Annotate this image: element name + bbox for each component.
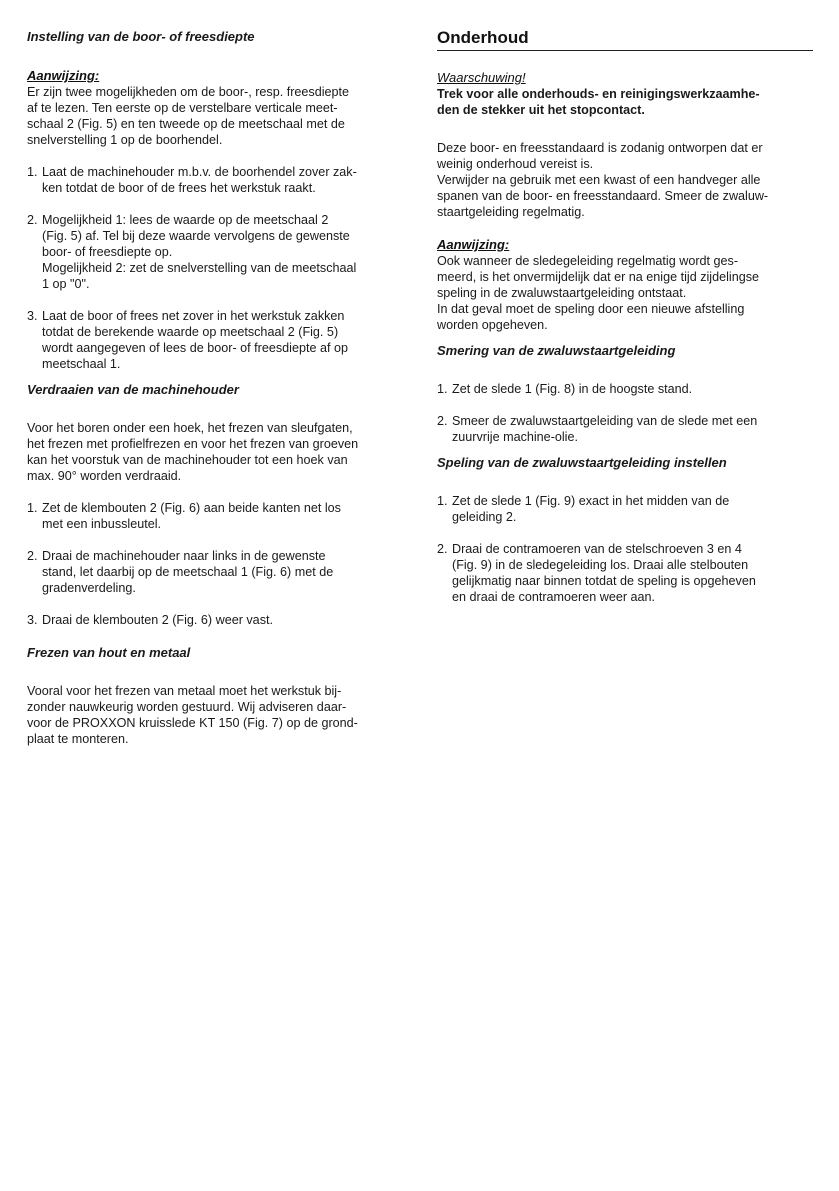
list-item (27, 212, 405, 292)
note-body (27, 84, 405, 148)
text-line: snelverstelling 1 op de boorhendel. (27, 133, 223, 147)
text-line: worden opgeheven. (437, 318, 548, 332)
warning-body (437, 86, 813, 118)
text-line: Voor het boren onder een hoek, het frezen van sleufgaten, (27, 421, 353, 435)
rotate-steps (27, 500, 405, 628)
list-item (437, 413, 813, 445)
list-item (27, 308, 405, 372)
text-line: met een inbussleutel. (42, 517, 162, 531)
text-line: den de stekker uit het stopcontact. (437, 103, 645, 117)
step-number: 3. (27, 613, 38, 627)
note-label: Aanwijzing: (437, 237, 510, 252)
section-title-play: Speling van de zwaluwstaartgeleiding instellen (437, 455, 727, 470)
step-number: 1. (27, 165, 38, 179)
spacer (437, 525, 813, 541)
list-item (27, 500, 405, 532)
rotate-intro (27, 420, 405, 484)
note-body (437, 253, 813, 333)
spacer (437, 397, 813, 413)
list-item (437, 541, 813, 605)
text-line: Mogelijkheid 2: zet de snelverstelling van de meetschaal (42, 261, 357, 275)
text-line: Zet de klembouten 2 (Fig. 6) aan beide kanten net los (42, 501, 341, 515)
section-title-milling: Frezen van hout en metaal (27, 645, 191, 660)
text-line: (Fig. 9) in de sledegeleiding los. Draai alle stelbouten (452, 558, 749, 572)
text-line: Zet de slede 1 (Fig. 9) exact in het midden van de (452, 494, 730, 508)
text-line: Deze boor- en freesstandaard is zodanig ontworpen dat er (437, 141, 763, 155)
section-title-lubrication: Smering van de zwaluwstaartgeleiding (437, 343, 676, 358)
text-line: geleiding 2. (452, 510, 517, 524)
text-line: voor de PROXXON kruisslede KT 150 (Fig. 7) op de grond- (27, 716, 358, 730)
maintenance-intro (437, 140, 813, 220)
text-line: gradenverdeling. (42, 581, 136, 595)
text-line: het frezen met profielfrezen en voor het frezen van groeven (27, 437, 359, 451)
text-line: Verwijder na gebruik met een kwast of een handveger alle (437, 173, 761, 187)
text-line: Vooral voor het frezen van metaal moet het werkstuk bij- (27, 684, 342, 698)
step-number: 1. (437, 382, 448, 396)
step-number: 3. (27, 309, 38, 323)
lubrication-steps (437, 381, 813, 445)
list-item (437, 381, 813, 397)
text-line: Zet de slede 1 (Fig. 8) in de hoogste stand. (452, 382, 693, 396)
right-column (437, 28, 813, 605)
step-number: 2. (437, 542, 448, 556)
step-number: 1. (437, 494, 448, 508)
text-line: wordt aangegeven of lees de boor- of freesdiepte af op (42, 341, 348, 355)
play-steps (437, 493, 813, 605)
text-line: spanen van de boor- en freesstandaard. Smeer de zwaluw- (437, 189, 769, 203)
step-number: 2. (437, 414, 448, 428)
list-item (27, 164, 405, 196)
section-title-rotate: Verdraaien van de machinehouder (27, 382, 239, 397)
section-title-depth: Instelling van de boor- of freesdiepte (27, 29, 255, 44)
step-number: 2. (27, 549, 38, 563)
list-item (437, 493, 813, 525)
milling-body (27, 683, 405, 747)
text-line: Trek voor alle onderhouds- en reinigingswerkzaamhe- (437, 87, 760, 101)
text-line: af te lezen. Ten eerste op de verstelbare verticale meet- (27, 101, 338, 115)
list-item (27, 612, 405, 628)
spacer (27, 292, 405, 308)
spacer (27, 532, 405, 548)
depth-steps (27, 164, 405, 372)
text-line: boor- of freesdiepte op. (42, 245, 173, 259)
list-item (27, 548, 405, 596)
text-line: Draai de klembouten 2 (Fig. 6) weer vast. (42, 613, 273, 627)
text-line: speling in de zwaluwstaartgeleiding ontstaat. (437, 286, 687, 300)
spacer (27, 596, 405, 612)
step-number: 2. (27, 213, 38, 227)
text-line: Laat de machinehouder m.b.v. de boorhendel zover zak- (42, 165, 357, 179)
text-line: Ook wanneer de sledegeleiding regelmatig wordt ges- (437, 254, 739, 268)
text-line: ken totdat de boor of de frees het werkstuk raakt. (42, 181, 316, 195)
text-line: In dat geval moet de speling door een nieuwe afstelling (437, 302, 745, 316)
text-line: en draai de contramoeren weer aan. (452, 590, 656, 604)
warning-label: Waarschuwing! (437, 70, 526, 85)
text-line: max. 90° worden verdraaid. (27, 469, 182, 483)
text-line: Draai de contramoeren van de stelschroeven 3 en 4 (452, 542, 742, 556)
text-line: totdat de berekende waarde op meetschaal 2 (Fig. 5) (42, 325, 339, 339)
text-line: Draai de machinehouder naar links in de gewenste (42, 549, 326, 563)
text-line: kan het voorstuk van de machinehouder tot een hoek van (27, 453, 348, 467)
text-line: meerd, is het onvermijdelijk dat er na enige tijd zijdelingse (437, 270, 760, 284)
text-line: zonder nauwkeurig worden gestuurd. Wij adviseren daar- (27, 700, 347, 714)
text-line: Mogelijkheid 1: lees de waarde op de meetschaal 2 (42, 213, 329, 227)
text-line: (Fig. 5) af. Tel bij deze waarde vervolgens de gewenste (42, 229, 350, 243)
text-line: Er zijn twee mogelijkheden om de boor-, resp. freesdiepte (27, 85, 350, 99)
text-line: staartgeleiding regelmatig. (437, 205, 585, 219)
left-column (27, 28, 405, 747)
text-line: meetschaal 1. (42, 357, 121, 371)
text-line: Laat de boor of frees net zover in het werkstuk zakken (42, 309, 345, 323)
step-number: 1. (27, 501, 38, 515)
text-line: plaat te monteren. (27, 732, 129, 746)
spacer (27, 196, 405, 212)
text-line: weinig onderhoud vereist is. (437, 157, 594, 171)
text-line: schaal 2 (Fig. 5) en ten tweede op de meetschaal met de (27, 117, 345, 131)
text-line: gelijkmatig naar binnen totdat de speling is opgeheven (452, 574, 756, 588)
text-line: stand, let daarbij op de meetschaal 1 (Fig. 6) met de (42, 565, 334, 579)
text-line: 1 op "0". (42, 277, 90, 291)
note-label: Aanwijzing: (27, 68, 100, 83)
text-line: zuurvrije machine-olie. (452, 430, 578, 444)
page-title: Onderhoud (437, 28, 813, 51)
text-line: Smeer de zwaluwstaartgeleiding van de slede met een (452, 414, 758, 428)
